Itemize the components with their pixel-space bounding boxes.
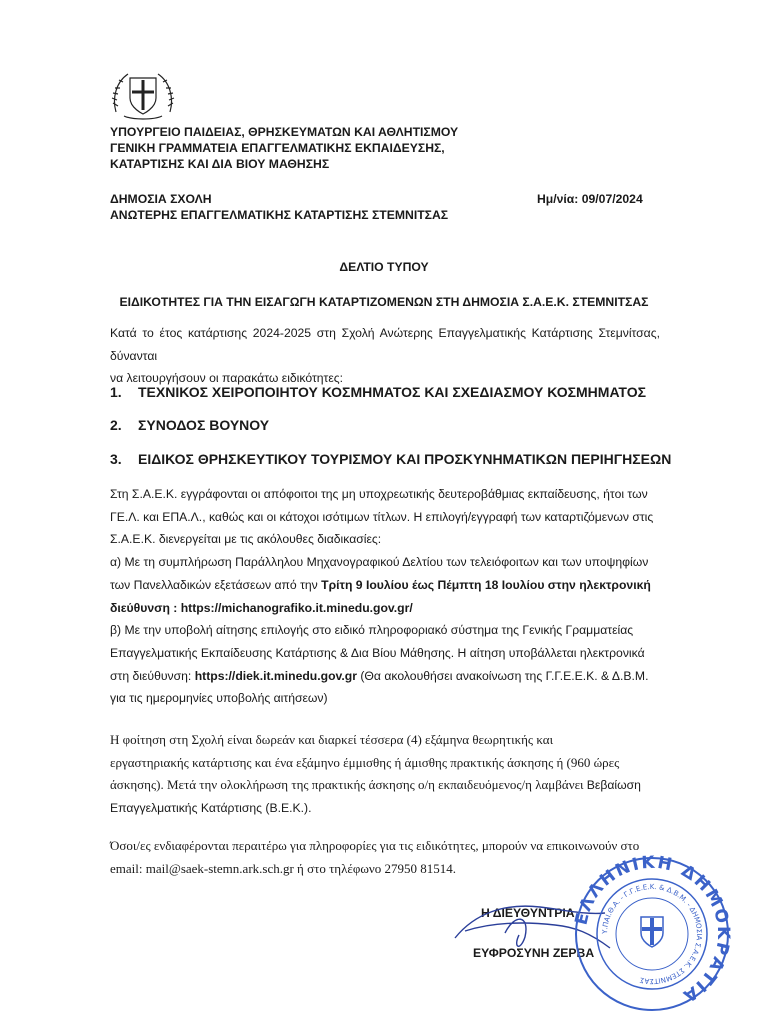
option-b-text: στη διεύθυνση: xyxy=(110,668,195,683)
specialty-number: 1. xyxy=(110,384,122,400)
ministry-header xyxy=(110,124,458,172)
attendance-line: εργαστηριακής κατάρτισης και ένα εξάμηνο έμμισθης ή άμισθης πρακτικής άσκησης ή (960 ώρες xyxy=(110,754,620,770)
attendance-paragraph xyxy=(110,729,672,820)
attendance-line: Επαγγελματικής Κατάρτισης (Β.Ε.Κ.). xyxy=(110,801,312,816)
coat-of-arms-emblem xyxy=(110,68,176,122)
stamp-emblem-icon xyxy=(641,917,663,947)
option-a-line: α) Με τη συμπλήρωση Παράλληλου Μηχανογραφικού Δελτίου των τελειόφοιτων και των υποψηφίων xyxy=(110,555,649,570)
michanografiko-link[interactable]: διεύθυνση : https://michanografiko.it.minedu.gov.gr/ xyxy=(110,600,413,615)
specialty-item xyxy=(110,451,671,467)
document-title: ΔΕΛΤΙΟ ΤΥΠΟΥ xyxy=(339,260,429,274)
specialty-item xyxy=(110,417,269,433)
specialty-label: ΤΕΧΝΙΚΟΣ ΧΕΙΡΟΠΟΙΗΤΟΥ ΚΟΣΜΗΜΑΤΟΣ ΚΑΙ ΣΧΕΔΙΑΣΜΟΥ ΚΟΣΜΗΜΑΤΟΣ xyxy=(138,384,646,400)
enrollment-line: Σ.Α.Ε.Κ. διενεργείται με τις ακόλουθες διαδικασίες: xyxy=(110,532,382,547)
contact-email-line[interactable]: email: mail@saek-stemn.ark.sch.gr ή στο τηλέφωνο 27950 81514. xyxy=(110,860,457,876)
enrollment-paragraph xyxy=(110,483,672,710)
school-line: ΔΗΜΟΣΙΑ ΣΧΟΛΗ xyxy=(110,192,212,206)
option-b-line: β) Με την υποβολή αίτησης επιλογής στο ειδικό πληροφοριακό σύστημα της Γενικής Γραμματείας xyxy=(110,623,634,638)
intro-paragraph xyxy=(110,322,660,390)
school-line: ΑΝΩΤΕΡΗΣ ΕΠΑΓΓΕΛΜΑΤΙΚΗΣ ΚΑΤΑΡΤΙΣΗΣ ΣΤΕΜΝΙΤΣΑΣ xyxy=(110,208,449,222)
ministry-line: ΓΕΝΙΚΗ ΓΡΑΜΜΑΤΕΙΑ ΕΠΑΓΓΕΛΜΑΤΙΚΗΣ ΕΚΠΑΙΔΕΥΣΗΣ, xyxy=(110,141,445,155)
ministry-line: ΥΠΟΥΡΓΕΙΟ ΠΑΙΔΕΙΑΣ, ΘΡΗΣΚΕΥΜΑΤΩΝ ΚΑΙ ΑΘΛΗΤΙΣΜΟΥ xyxy=(110,125,459,139)
ministry-line: ΚΑΤΑΡΤΙΣΗΣ ΚΑΙ ΔΙΑ ΒΙΟΥ ΜΑΘΗΣΗΣ xyxy=(110,157,330,171)
specialty-label: ΣΥΝΟΔΟΣ ΒΟΥΝΟΥ xyxy=(138,417,270,433)
signature-role: Η ΔΙΕΥΘΥΝΤΡΙΑ xyxy=(481,906,575,920)
attendance-text: Βεβαίωση xyxy=(586,778,641,793)
school-header xyxy=(110,191,448,223)
option-b-line: Επαγγελματικής Εκπαίδευσης Κατάρτισης & Δια Βίου Μάθησης. Η αίτηση υποβάλλεται ηλεκτρονικά xyxy=(110,645,645,660)
attendance-line: Η φοίτηση στη Σχολή είναι δωρεάν και διαρκεί τέσσερα (4) εξάμηνα θεωρητικής και xyxy=(110,732,554,747)
option-b-text: (Θα ακολουθήσει ανακοίνωση της Γ.Γ.Ε.Ε.Κ. & Δ.Β.Μ. xyxy=(356,668,649,683)
option-b-line: για τις ημερομηνίες υποβολής αιτήσεων) xyxy=(110,691,328,706)
stamp-outer-text: ΕΛΛΗΝΙΚΗ ΔΗΜΟ ΡΑΤΙΑ xyxy=(573,855,731,1007)
specialty-item xyxy=(110,384,646,400)
attendance-text: άσκησης). Μετά την ολοκλήρωση της πρακτικής άσκησης ο/η εκπαιδευόμενος/η λαμβάνει xyxy=(110,777,587,793)
intro-line: να λειτουργήσουν οι παρακάτω ειδικότητες: xyxy=(110,371,344,386)
document-date: Ημ/νία: 09/07/2024 xyxy=(537,192,643,206)
specialty-number: 3. xyxy=(110,451,122,467)
option-a-dates: Τρίτη 9 Ιουλίου έως Πέμπτη 18 Ιουλίου στην ηλεκτρονική xyxy=(321,577,651,592)
option-a-text: των Πανελλαδικών εξετάσεων από την xyxy=(110,577,322,592)
official-stamp xyxy=(573,855,731,1013)
option-a-line xyxy=(110,574,672,597)
specialty-label: ΕΙΔΙΚΟΣ ΘΡΗΣΚΕΥΤΙΚΟΥ ΤΟΥΡΙΣΜΟΥ ΚΑΙ ΠΡΟΣΚΥΝΗΜΑΤΙΚΩΝ ΠΕΡΙΗΓΗΣΕΩΝ xyxy=(138,451,672,467)
diek-link[interactable]: https://diek.it.minedu.gov.gr xyxy=(194,668,357,683)
specialty-number: 2. xyxy=(110,417,122,433)
intro-line: Κατά το έτος κατάρτισης 2024-2025 στη Σχολή Ανώτερης Επαγγελματικής Κατάρτισης Στεμνίτσας, δύνανται xyxy=(110,326,660,363)
attendance-line xyxy=(110,774,672,797)
enrollment-line: Στη Σ.Α.Ε.Κ. εγγράφονται οι απόφοιτοι της μη υποχρεωτικής δευτεροβάθμιας εκπαίδευσης, ήτοι των xyxy=(110,487,648,501)
signature-name: ΕΥΦΡΟΣΥΝΗ ΖΕΡΒΑ xyxy=(473,946,595,960)
document-subtitle: ΕΙΔΙΚΟΤΗΤΕΣ ΓΙΑ ΤΗΝ ΕΙΣΑΓΩΓΗ ΚΑΤΑΡΤΙΖΟΜΕΝΩΝ ΣΤΗ ΔΗΜΟΣΙΑ Σ.Α.Ε.Κ. ΣΤΕΜΝΙΤΣΑΣ xyxy=(119,295,649,309)
option-b-line xyxy=(110,665,672,688)
enrollment-line: ΓΕ.Λ. και ΕΠΑ.Λ., καθώς και οι κάτοχοι ισότιμων τίτλων. Η επιλογή/εγγραφή των καταρτιζόμενων στις xyxy=(110,509,654,524)
contact-line: Όσοι/ες ενδιαφέρονται περαιτέρω για πληροφορίες για τις ειδικότητες, μπορούν να επικοινωνούν στο xyxy=(110,838,640,853)
stamp-inner-text: Υ.ΠΑΙ.Θ.Α. - Γ.Γ.Ε.Ε.Κ. & Δ.Β.Μ. - ΔΗΜΟΣΙΑ Σ.Α.Ε.Κ. ΣΤΕΜΝΙΤΣΑΣ xyxy=(600,882,704,986)
